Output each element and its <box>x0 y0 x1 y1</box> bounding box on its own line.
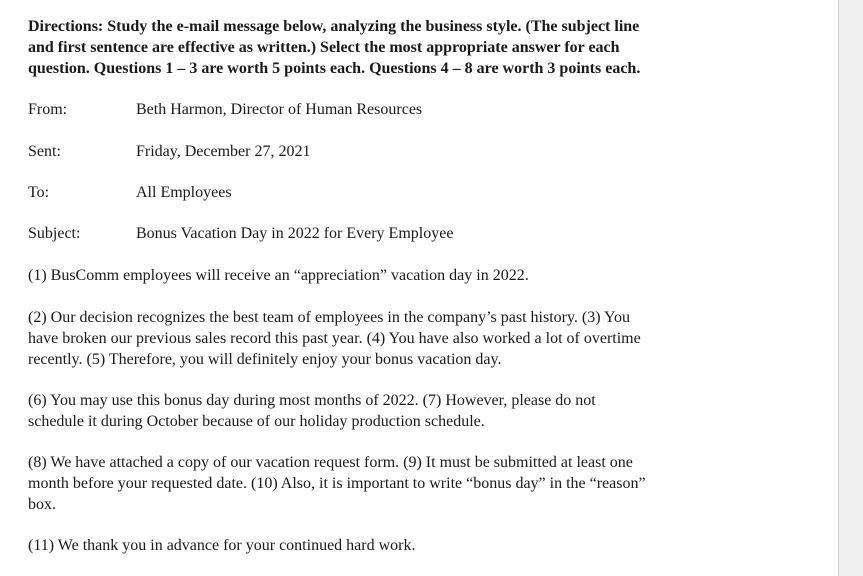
subject-value: Bonus Vacation Day in 2022 for Every Employee <box>136 225 454 242</box>
from-value: Beth Harmon, Director of Human Resources <box>136 101 423 118</box>
sent-label: Sent: <box>28 143 61 160</box>
subject-label: Subject: <box>28 225 81 242</box>
from-label: From: <box>28 101 68 118</box>
body-paragraph-1: (1) BusComm employees will receive an “appreciation” vacation day in 2022. <box>28 267 529 284</box>
page-margin-gutter <box>838 0 863 576</box>
sent-value: Friday, December 27, 2021 <box>136 143 311 160</box>
body-paragraph-3: (6) You may use this bonus day during most months of 2022. (7) However, please do not schedule it during October because of our holiday production schedule. <box>28 392 596 430</box>
body-paragraph-5: (11) We thank you in advance for your continued hard work. <box>28 537 416 554</box>
body-paragraph-2: (2) Our decision recognizes the best team of employees in the company’s past history. (3) You have broken our previous sales record this past year. (4) You have also worked a lot of overtime recently. (5) Therefore, you will definitely enjoy your bonus vacation day. <box>28 309 641 368</box>
body-paragraph-4: (8) We have attached a copy of our vacation request form. (9) It must be submitted at least one month before your requested date. (10) Also, it is important to write “bonus day” in the “reason” box. <box>28 454 646 513</box>
to-value: All Employees <box>136 184 232 201</box>
directions-text: Directions: Study the e-mail message below, analyzing the business style. (The subject line and first sentence are effective as written.) Select the most appropriate answer for each question. Questions 1 – 3 are worth 5 points each. Questions 4 – 8 are worth 3 points each. <box>28 18 641 77</box>
to-label: To: <box>28 184 50 201</box>
